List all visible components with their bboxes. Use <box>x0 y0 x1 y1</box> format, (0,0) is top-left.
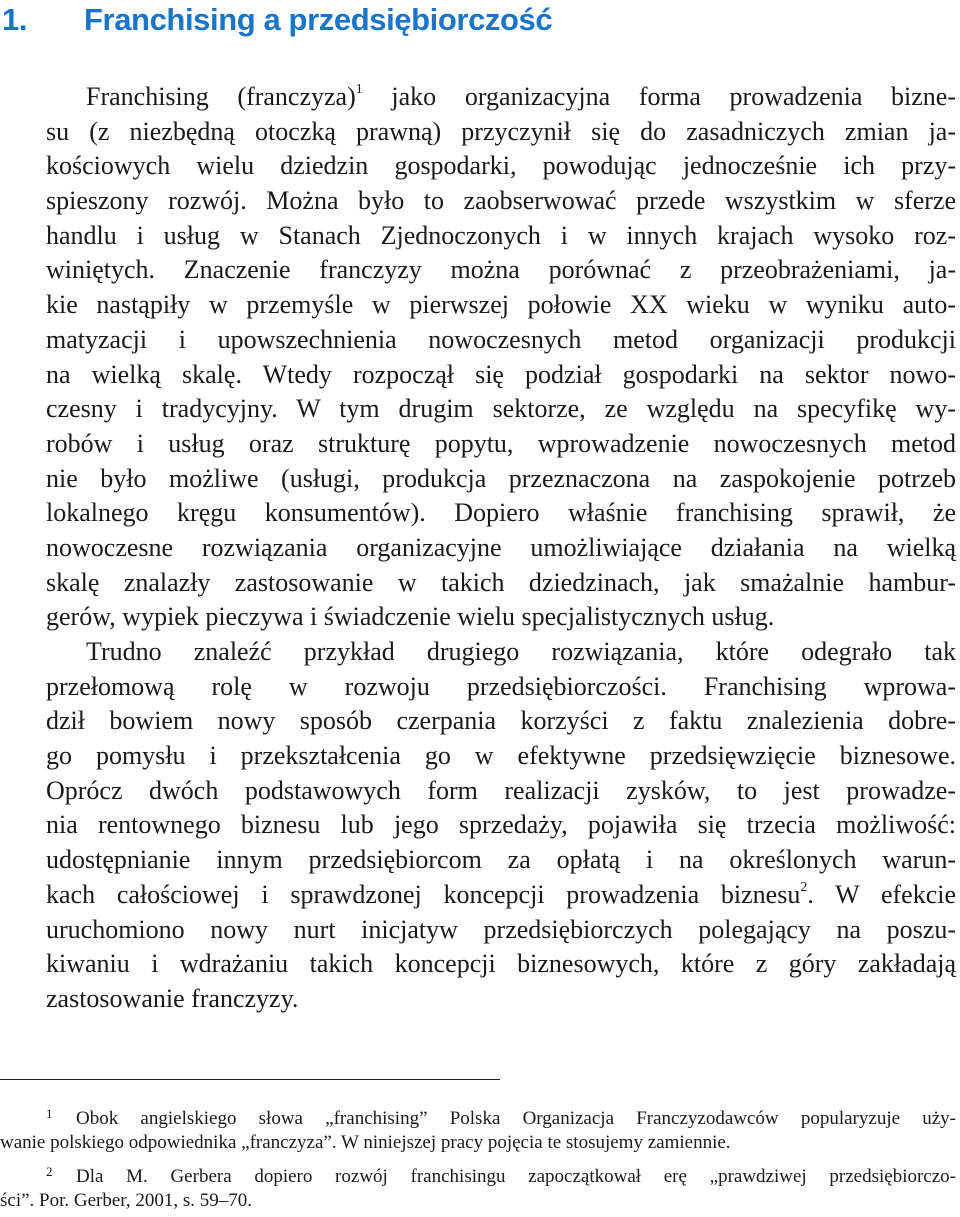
footnote-text: ści”. Por. Gerber, 2001, s. 59–70. <box>0 1190 253 1211</box>
footnote-text: Dla M. Gerbera dopiero rozwój franchisingu zapoczątkował erę „prawdziwej przedsiębiorczo- <box>76 1166 956 1187</box>
footnote-line <box>46 1157 956 1186</box>
text-fragment: przełomową rolę w rozwoju przedsiębiorczości. Franchising wprowa- <box>46 671 956 701</box>
chapter-heading <box>2 0 552 40</box>
text-line <box>46 149 956 184</box>
text-fragment: udostępnianie innym przedsiębiorcom za opłatą i na określonych warun- <box>46 845 956 875</box>
footnote-text: Obok angielskiego słowa „franchising” Polska Organizacja Franczyzodawców popularyzuje uży- <box>76 1108 956 1129</box>
chapter-title: Franchising a przedsiębiorczość <box>84 2 553 37</box>
text-line <box>46 184 956 219</box>
text-line <box>46 808 956 843</box>
footnote-reference: 1 <box>355 82 363 98</box>
text-line <box>46 635 956 670</box>
text-fragment: dził bowiem nowy sposób czerpania korzyści z faktu znalezienia dobre- <box>46 706 956 736</box>
text-line <box>46 219 956 254</box>
text-line <box>46 80 956 115</box>
footnotes <box>0 1099 956 1215</box>
text-fragment: lokalnego kręgu konsumentów). Dopiero właśnie franchising sprawił, że <box>46 498 956 528</box>
text-fragment: kościowych wielu dziedzin gospodarki, powodując jednocześnie ich przy- <box>46 151 956 181</box>
text-fragment: nowoczesne rozwiązania organizacyjne umożliwiające działania na wielką <box>46 532 956 562</box>
text-fragment: na wielką skalę. Wtedy rozpoczął się podział gospodarki na sektor nowo- <box>46 359 956 389</box>
footnote-mark: 1 <box>46 1106 53 1121</box>
text-fragment: zastosowanie franczyzy. <box>46 983 299 1013</box>
text-fragment: Franchising (franczyza) <box>86 82 356 111</box>
text-line <box>46 878 956 913</box>
text-fragment: uruchomiono nowy nurt inicjatyw przedsiębiorczych polegający na poszu- <box>46 914 956 944</box>
text-fragment: Trudno znaleźć przykład drugiego rozwiązania, które odegrało tak <box>86 637 956 666</box>
text-fragment: go pomysłu i przekształcenia go w efektywne przedsięwzięcie biznesowe. <box>46 741 956 771</box>
text-line <box>46 427 956 462</box>
footnote-text: wanie polskiego odpowiednika „franczyza”. W niniejszej pracy pojęcia te stosujemy zamiennie. <box>0 1132 731 1153</box>
text-line <box>46 392 956 427</box>
text-fragment: skalę znalazły zastosowanie w takich dziedzinach, jak smażalnie hambur- <box>46 567 956 597</box>
text-fragment: spieszony rozwój. Można było to zaobserwować przede wszystkim w sferze <box>46 186 956 216</box>
text-line <box>46 600 956 635</box>
text-line <box>46 358 956 393</box>
footnote-reference: 2 <box>800 880 808 896</box>
text-fragment: matyzacji i upowszechnienia nowoczesnych metod organizacji produkcji <box>46 324 956 354</box>
text-fragment: kach całościowej i sprawdzonej koncepcji prowadzenia biznesu <box>46 879 801 909</box>
text-fragment: winiętych. Znaczenie franczyzy można porównać z przeobrażeniami, ja- <box>46 255 956 285</box>
text-line <box>46 739 956 774</box>
text-line <box>46 947 956 982</box>
text-line <box>46 843 956 878</box>
footnote-line <box>46 1099 956 1128</box>
footnote-line <box>0 1128 956 1157</box>
text-fragment: robów i usług oraz strukturę popytu, wprowadzenie nowoczesnych metod <box>46 428 956 458</box>
text-line <box>46 913 956 948</box>
footnote-separator <box>0 1079 500 1080</box>
text-fragment: czesny i tradycyjny. W tym drugim sektorze, ze względu na specyfikę wy- <box>46 394 956 424</box>
text-line <box>46 531 956 566</box>
text-fragment: . W efekcie <box>807 879 956 909</box>
text-line <box>46 496 956 531</box>
text-fragment: handlu i usług w Stanach Zjednoczonych i w innych krajach wysoko roz- <box>46 220 956 250</box>
text-line <box>46 323 956 358</box>
text-fragment: su (z niezbędną otoczką prawną) przyczynił się do zasadniczych zmian ja- <box>46 116 956 146</box>
text-line <box>46 982 956 1017</box>
footnote-mark: 2 <box>46 1164 53 1179</box>
text-fragment: jako organizacyjna forma prowadzenia bizne- <box>362 82 956 111</box>
chapter-number: 1. <box>2 2 28 37</box>
text-fragment: kie nastąpiły w przemyśle w pierwszej połowie XX wieku w wyniku auto- <box>46 290 956 320</box>
text-fragment: gerów, wypiek pieczywa i świadczenie wielu specjalistycznych usług. <box>46 602 775 632</box>
text-line <box>46 115 956 150</box>
text-line <box>46 774 956 809</box>
text-fragment: kiwaniu i wdrażaniu takich koncepcji biznesowych, które z góry zakładają <box>46 949 956 979</box>
text-fragment: Oprócz dwóch podstawowych form realizacji zysków, to jest prowadze- <box>46 775 956 805</box>
footnote-line <box>0 1186 956 1215</box>
text-line <box>46 566 956 601</box>
text-fragment: nie było możliwe (usługi, produkcja przeznaczona na zaspokojenie potrzeb <box>46 463 956 493</box>
text-line <box>46 704 956 739</box>
text-line <box>46 670 956 705</box>
text-line <box>46 253 956 288</box>
body-text <box>46 80 956 1017</box>
text-line <box>46 288 956 323</box>
text-line <box>46 462 956 497</box>
text-fragment: nia rentownego biznesu lub jego sprzedaży, pojawiła się trzecia możliwość: <box>46 810 956 840</box>
